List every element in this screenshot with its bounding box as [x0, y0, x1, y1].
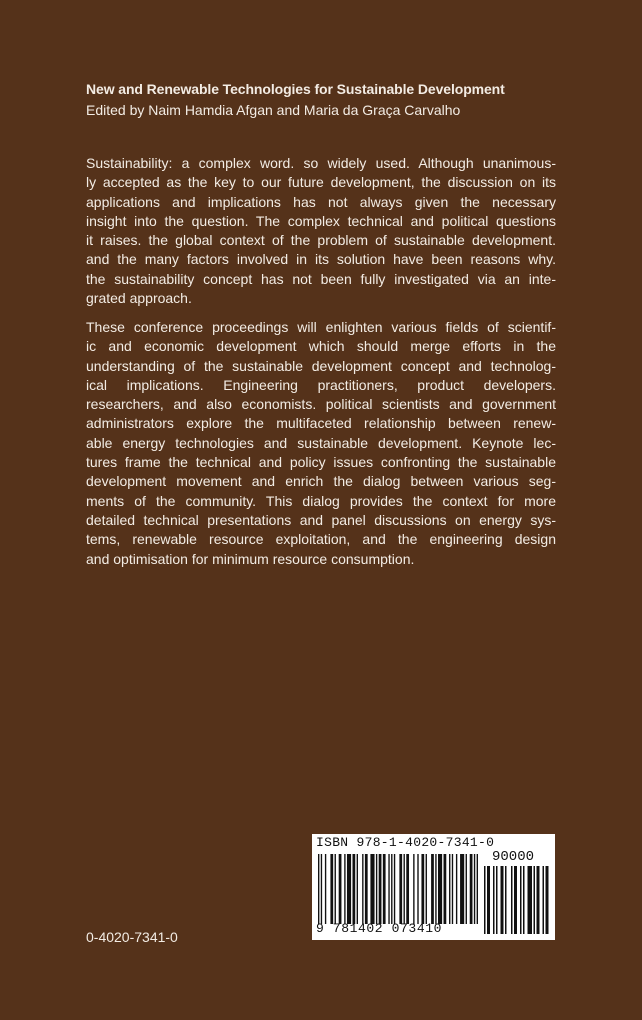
paragraph-line: applications and implications has not always given the necessary — [86, 193, 556, 210]
paragraph-line: ly accepted as the key to our future development, the discussion on its — [86, 174, 556, 191]
paragraph-line: ical implications. Engineering practitioners, product developers. — [86, 376, 556, 393]
barcode-bar — [318, 854, 319, 924]
paragraph-line: tures frame the technical and policy issues confronting the sustainable — [86, 454, 556, 471]
barcode-bar — [321, 854, 322, 924]
barcode-bar — [514, 866, 517, 934]
paragraph-line: ic and economic development which should merge efforts in the — [86, 338, 556, 355]
barcode-bar — [362, 854, 363, 924]
paragraph-line: ments of the community. This dialog provides the context for more — [86, 492, 556, 509]
barcode-bar — [484, 866, 486, 934]
barcode-bar — [456, 854, 457, 924]
barcode-bar — [505, 866, 507, 934]
barcode-bar — [534, 866, 536, 934]
isbn-number: 0-4020-7341-0 — [86, 929, 178, 945]
barcode-digits: 9 781402 073410 — [316, 921, 443, 936]
barcode-bar — [379, 854, 382, 924]
barcode-bar — [452, 854, 453, 924]
paragraph-line: and optimisation for minimum resource consumption. — [86, 550, 415, 567]
barcode-bar — [474, 854, 475, 924]
barcode-bar — [444, 854, 447, 924]
book-editors: Edited by Naim Hamdia Afgan and Maria da Graça Carvalho — [86, 102, 461, 118]
barcode-bar — [413, 854, 414, 924]
barcode-bar — [347, 854, 351, 924]
paragraph-line: Sustainability: a complex word. so widely used. Although unanimous- — [86, 155, 556, 171]
barcode-bar — [391, 854, 392, 924]
paragraph-line: detailed technical presentations and panel discussions on energy sys- — [86, 511, 556, 528]
barcode-bar — [435, 854, 436, 924]
barcode-bar — [426, 854, 427, 924]
barcode-bar — [330, 854, 333, 924]
paragraph-line: tems, renewable resource exploitation, and the engineering design — [86, 531, 556, 548]
barcode-main-bars — [318, 854, 478, 924]
paragraph-line: insight into the question. The complex technical and political questions — [86, 212, 556, 229]
barcode-bar — [449, 854, 450, 924]
barcode-bar — [421, 854, 424, 924]
barcode-bar — [520, 866, 522, 934]
barcode-bar — [543, 866, 545, 934]
barcode-bar — [528, 866, 533, 934]
barcode-bar — [501, 866, 504, 934]
paragraph-line: administrators explore the multifaceted relationship between renew- — [86, 415, 556, 432]
book-title: New and Renewable Technologies for Sustainable Development — [86, 81, 505, 97]
barcode-bar — [496, 866, 498, 934]
barcode-bar — [325, 854, 326, 924]
barcode-bar — [370, 854, 374, 924]
paragraph-line: researchers, and also economists. political scientists and government — [86, 396, 556, 413]
barcode-bar — [438, 854, 442, 924]
barcode-bar — [365, 854, 368, 924]
barcode-bar — [357, 854, 358, 924]
isbn-barcode — [312, 834, 555, 940]
barcode-bar — [417, 854, 418, 924]
barcode-bar — [537, 866, 540, 934]
paragraph-line: understanding of the sustainable development concept and technolog- — [86, 357, 556, 374]
barcode-bar — [404, 854, 405, 924]
barcode-bar — [352, 854, 355, 924]
barcode-bar — [394, 854, 395, 924]
description-paragraph-2 — [86, 318, 556, 569]
barcode-bar — [487, 866, 490, 934]
barcode-bar — [493, 866, 495, 934]
barcode-bar — [388, 854, 389, 924]
barcode-bar — [466, 854, 467, 924]
barcode-isbn-label: ISBN 978-1-4020-7341-0 — [316, 835, 495, 850]
barcode-addon-bars — [484, 866, 550, 934]
barcode-bar — [339, 854, 342, 924]
barcode-bar — [477, 854, 478, 924]
paragraph-line: These conference proceedings will enlighten various fields of scientif- — [86, 319, 556, 335]
paragraph-line: able energy technologies and sustainable development. Keynote lec- — [86, 434, 556, 451]
barcode-price-code: 90000 — [492, 849, 535, 865]
barcode-bar — [376, 854, 377, 924]
barcode-bar — [470, 854, 473, 924]
barcode-bar — [406, 854, 409, 924]
barcode-bar — [546, 866, 549, 934]
description-paragraph-1 — [86, 154, 556, 308]
barcode-bar — [431, 854, 434, 924]
barcode-bar — [511, 866, 513, 934]
paragraph-line: the sustainability concept has not been fully investigated via an inte- — [86, 270, 556, 287]
paragraph-line: development movement and enrich the dialog between various seg- — [86, 473, 556, 490]
paragraph-line: and the many factors involved in its solution have been reasons why. — [86, 251, 556, 268]
barcode-bar — [344, 854, 345, 924]
barcode-bar — [523, 866, 525, 934]
paragraph-line: it raises. the global context of the problem of sustainable development. — [86, 232, 556, 249]
barcode-bar — [460, 854, 464, 924]
barcode-bar — [335, 854, 336, 924]
paragraph-line: grated approach. — [86, 290, 192, 307]
barcode-bar — [399, 854, 402, 924]
barcode-bar — [383, 854, 386, 924]
